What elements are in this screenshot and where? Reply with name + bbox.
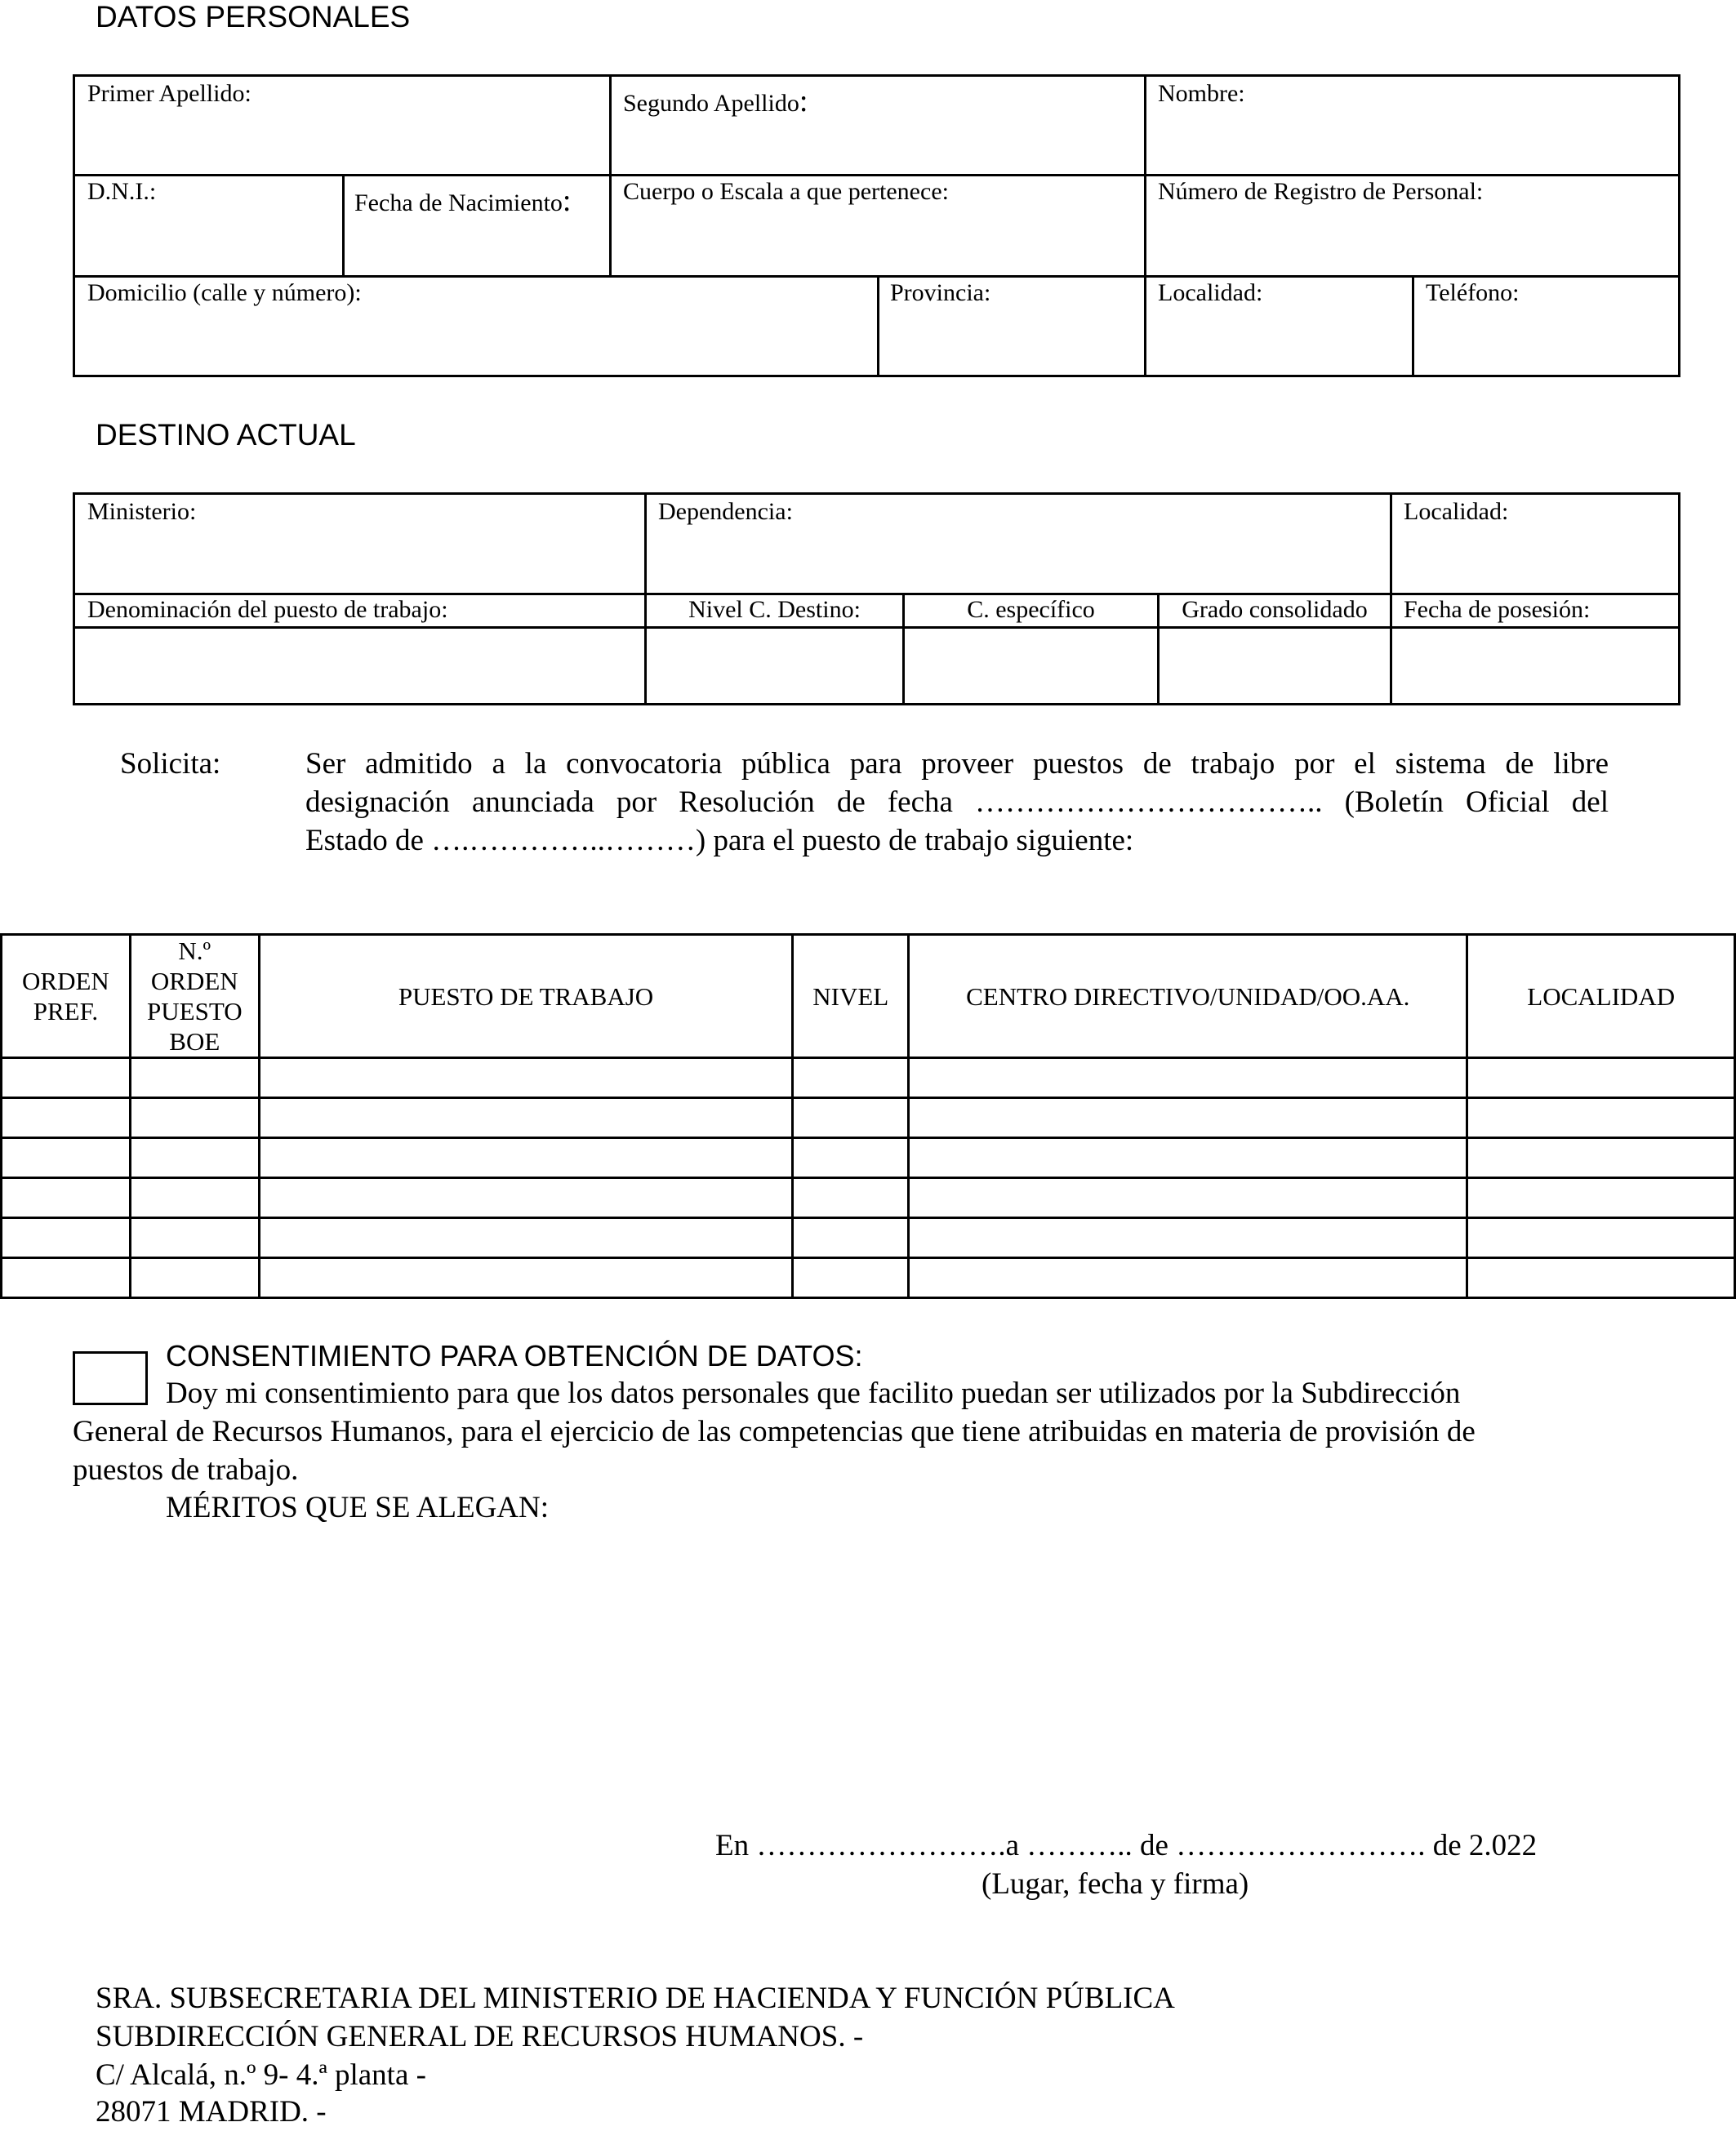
table-cell[interactable] — [2, 1178, 131, 1218]
consentimiento-title: CONSENTIMIENTO PARA OBTENCIÓN DE DATOS: — [166, 1339, 863, 1372]
destinatario-line-3: C/ Alcalá, n.º 9- 4.ª planta - — [96, 2058, 426, 2092]
meritos-textarea[interactable] — [73, 1535, 1668, 1808]
segundo-apellido-input[interactable] — [623, 118, 1133, 168]
telefono-label: Teléfono: — [1426, 279, 1520, 306]
denominacion-label: Denominación del puesto de trabajo: — [87, 596, 448, 623]
table-cell[interactable] — [259, 1178, 793, 1218]
primer-apellido-label: Primer Apellido: — [87, 80, 251, 107]
table-cell[interactable] — [130, 1138, 259, 1178]
consent-checkbox[interactable] — [73, 1351, 148, 1405]
ministerio-input[interactable] — [87, 536, 630, 586]
table-cell[interactable] — [1467, 1258, 1735, 1298]
denominacion-input[interactable] — [87, 638, 638, 696]
domicilio-label: Domicilio (calle y número): — [87, 279, 362, 306]
table-cell[interactable] — [909, 1138, 1467, 1178]
table-cell[interactable] — [130, 1258, 259, 1298]
table-cell[interactable] — [793, 1178, 909, 1218]
segundo-apellido-label: Segundo Apellido: — [623, 84, 808, 118]
table-cell[interactable] — [1467, 1218, 1735, 1258]
table-cell[interactable] — [130, 1098, 259, 1138]
header-puesto: PUESTO DE TRABAJO — [259, 935, 793, 1058]
table-cell[interactable] — [259, 1218, 793, 1258]
numero-registro-input[interactable] — [1158, 217, 1667, 268]
consentimiento-line-3: puestos de trabajo. — [73, 1453, 299, 1487]
fecha-nacimiento-input[interactable] — [354, 217, 603, 268]
table-cell[interactable] — [259, 1138, 793, 1178]
meritos-title: MÉRITOS QUE SE ALEGAN: — [166, 1491, 550, 1524]
destino-actual-title: DESTINO ACTUAL — [96, 418, 356, 452]
fecha-nacimiento-label: Fecha de Nacimiento: — [354, 184, 572, 218]
provincia-input[interactable] — [890, 318, 1134, 368]
header-nivel: NIVEL — [793, 935, 909, 1058]
grado-consolidado-label: Grado consolidado — [1182, 596, 1368, 623]
table-cell[interactable] — [909, 1218, 1467, 1258]
table-cell[interactable] — [909, 1058, 1467, 1098]
cuerpo-escala-label: Cuerpo o Escala a que pertenece: — [623, 178, 949, 205]
datos-personales-title: DATOS PERSONALES — [96, 0, 411, 33]
table-cell[interactable] — [909, 1098, 1467, 1138]
solicita-text — [305, 745, 1609, 860]
solicita-line-3: Estado de ….…………..………) para el puesto de trabajo siguiente: — [305, 824, 1134, 857]
consentimiento-line-1: Doy mi consentimiento para que los datos personales que facilito puedan ser utilizados por la Subdirección — [166, 1377, 1461, 1410]
solicita-line-2: designación anunciada por Resolución de fecha …………………………….. (Boletín Oficial del — [305, 785, 1609, 819]
header-orden-pref: ORDEN PREF. — [2, 935, 131, 1058]
destino-localidad-input[interactable] — [1404, 536, 1668, 586]
table-cell[interactable] — [2, 1138, 131, 1178]
table-row — [2, 1098, 1735, 1138]
destino-localidad-label: Localidad: — [1404, 498, 1509, 525]
table-cell[interactable] — [793, 1258, 909, 1298]
grado-consolidado-input[interactable] — [1169, 638, 1385, 696]
puestos-header-row — [2, 935, 1735, 1058]
consentimiento-line-2: General de Recursos Humanos, para el ejercicio de las competencias que tiene atribuidas en materia de provisión de — [73, 1415, 1476, 1448]
puestos-table — [0, 933, 1736, 1299]
cuerpo-escala-input[interactable] — [623, 217, 1133, 268]
c-especifico-label: C. específico — [967, 596, 1095, 623]
table-row — [2, 1258, 1735, 1298]
table-cell[interactable] — [793, 1218, 909, 1258]
dependencia-label: Dependencia: — [658, 498, 793, 525]
table-row — [2, 1138, 1735, 1178]
table-cell[interactable] — [1467, 1138, 1735, 1178]
nivel-destino-label: Nivel C. Destino: — [688, 596, 861, 623]
localidad-input[interactable] — [1158, 318, 1402, 368]
destinatario-line-2: SUBDIRECCIÓN GENERAL DE RECURSOS HUMANOS. - — [96, 2020, 864, 2053]
table-cell[interactable] — [130, 1178, 259, 1218]
table-cell[interactable] — [130, 1218, 259, 1258]
table-cell[interactable] — [259, 1098, 793, 1138]
provincia-label: Provincia: — [890, 279, 991, 306]
fecha-posesion-input[interactable] — [1404, 638, 1668, 696]
nombre-input[interactable] — [1158, 118, 1667, 168]
table-cell[interactable] — [793, 1138, 909, 1178]
table-cell[interactable] — [793, 1058, 909, 1098]
primer-apellido-input[interactable] — [87, 118, 597, 168]
table-cell[interactable] — [2, 1098, 131, 1138]
table-cell[interactable] — [909, 1258, 1467, 1298]
localidad-label: Localidad: — [1158, 279, 1263, 306]
telefono-input[interactable] — [1426, 318, 1670, 368]
table-cell[interactable] — [2, 1258, 131, 1298]
destinatario-line-1: SRA. SUBSECRETARIA DEL MINISTERIO DE HACIENDA Y FUNCIÓN PÚBLICA — [96, 1982, 1175, 2015]
destino-actual-box — [73, 492, 1680, 705]
solicita-label: Solicita: — [120, 747, 221, 781]
solicita-line-1: Ser admitido a la convocatoria pública para proveer puestos de trabajo por el sistema de libre — [305, 747, 1609, 781]
table-cell[interactable] — [793, 1098, 909, 1138]
table-cell[interactable] — [259, 1058, 793, 1098]
table-row — [2, 1218, 1735, 1258]
domicilio-input[interactable] — [87, 318, 866, 368]
table-row — [2, 1058, 1735, 1098]
destinatario-line-4: 28071 MADRID. - — [96, 2095, 327, 2129]
header-centro: CENTRO DIRECTIVO/UNIDAD/OO.AA. — [909, 935, 1467, 1058]
table-cell[interactable] — [1467, 1058, 1735, 1098]
table-cell[interactable] — [909, 1178, 1467, 1218]
dni-label: D.N.I.: — [87, 178, 157, 205]
nivel-destino-input[interactable] — [657, 638, 897, 696]
header-orden-boe: N.º ORDEN PUESTO BOE — [130, 935, 259, 1058]
dependencia-input[interactable] — [658, 536, 1380, 586]
table-cell[interactable] — [2, 1218, 131, 1258]
table-cell[interactable] — [1467, 1178, 1735, 1218]
table-cell[interactable] — [2, 1058, 131, 1098]
fecha-posesion-label: Fecha de posesión: — [1404, 596, 1591, 623]
c-especifico-input[interactable] — [915, 638, 1151, 696]
ministerio-label: Ministerio: — [87, 498, 197, 525]
firma-line: En …………………….a ……….. de ……………………. de 2.022 — [715, 1829, 1538, 1862]
table-row — [2, 1178, 1735, 1218]
nombre-label: Nombre: — [1158, 80, 1245, 107]
datos-personales-box — [73, 74, 1680, 377]
firma-caption: (Lugar, fecha y firma) — [982, 1867, 1249, 1901]
dni-input[interactable] — [87, 217, 336, 268]
numero-registro-label: Número de Registro de Personal: — [1158, 178, 1484, 205]
table-cell[interactable] — [130, 1058, 259, 1098]
table-cell[interactable] — [259, 1258, 793, 1298]
header-localidad: LOCALIDAD — [1467, 935, 1735, 1058]
table-cell[interactable] — [1467, 1098, 1735, 1138]
